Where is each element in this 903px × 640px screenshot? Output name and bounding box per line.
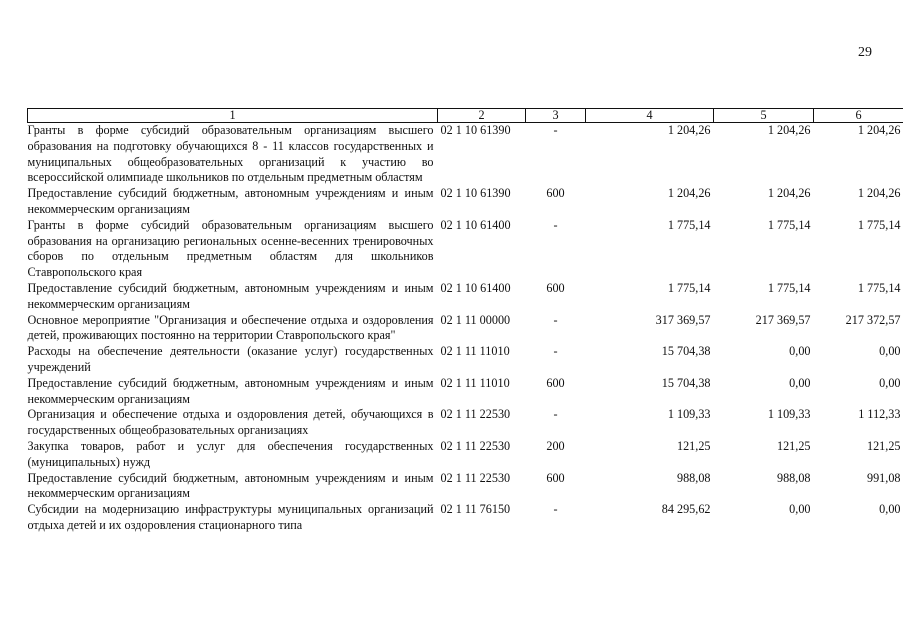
row-value-year2: 0,00 (789, 502, 811, 517)
row-value-year3: 1 775,14 (857, 217, 901, 232)
row-kvr: - (553, 344, 558, 359)
budget-table-wrap (27, 108, 901, 534)
row-kvr: - (553, 217, 558, 232)
row-name: Гранты в форме субсидий образовательным организациям высшего образования на организацию региональных осенне-весенних тренировочных сборов по отдельным предметным областям для школьников Ставропольского края (27, 217, 434, 280)
row-code: 02 1 11 11010 (440, 375, 510, 390)
row-value-year2: 1 109,33 (767, 407, 811, 422)
row-value-year2: 121,25 (776, 438, 811, 453)
row-value-year2: 0,00 (789, 375, 811, 390)
table-row (28, 186, 903, 218)
row-kvr: 600 (546, 280, 565, 295)
row-value-year3: 991,08 (866, 470, 901, 485)
row-kvr: 600 (546, 375, 565, 390)
table-body (28, 123, 903, 534)
table-row (28, 281, 903, 313)
row-kvr: - (553, 502, 558, 517)
row-kvr: - (553, 312, 558, 327)
row-kvr: - (553, 123, 558, 137)
row-code: 02 1 10 61400 (440, 217, 511, 232)
header-cell-year3: 6 (814, 109, 903, 123)
table-row (28, 313, 903, 345)
header-row (28, 109, 903, 123)
row-value-year2: 1 204,26 (767, 123, 811, 137)
row-name: Субсидии на модернизацию инфраструктуры муниципальных организаций отдыха детей и их оздоровления стационарного типа (27, 502, 434, 532)
budget-table (27, 108, 903, 534)
row-name: Организация и обеспечение отдыха и оздоровления детей, обучающихся в государственных общеобразовательных организациях (27, 407, 434, 438)
row-value-year2: 0,00 (789, 344, 811, 359)
row-code: 02 1 10 61400 (440, 280, 511, 295)
row-value-year1: 988,08 (676, 470, 711, 485)
row-value-year2: 1 775,14 (767, 280, 811, 295)
row-value-year2: 988,08 (776, 470, 811, 485)
row-value-year1: 1 775,14 (667, 217, 711, 232)
row-name: Расходы на обеспечение деятельности (оказание услуг) государственных учреждений (27, 344, 434, 374)
row-code: 02 1 11 22530 (440, 470, 511, 485)
table-row (28, 376, 903, 408)
row-value-year2: 217 369,57 (755, 312, 811, 327)
row-code: 02 1 11 22530 (440, 438, 511, 453)
row-code: 02 1 10 61390 (440, 123, 511, 137)
header-cell-year2: 5 (714, 109, 814, 123)
row-value-year3: 0,00 (879, 344, 901, 359)
header-cell-kvr: 3 (526, 109, 586, 123)
row-value-year3: 1 112,33 (858, 407, 901, 422)
row-name: Предоставление субсидий бюджетным, автономным учреждениям и иным некоммерческим организациям (27, 186, 434, 216)
header-cell-year1: 4 (586, 109, 714, 123)
table-row (28, 502, 903, 534)
row-value-year3: 0,00 (879, 375, 901, 390)
row-kvr: - (553, 407, 558, 422)
row-value-year1: 1 204,26 (667, 186, 711, 201)
row-name: Основное мероприятие "Организация и обеспечение отдыха и оздоровления детей, проживающих постоянно на территории Ставропольского края" (27, 312, 434, 343)
row-value-year3: 1 775,14 (857, 280, 901, 295)
row-code: 02 1 11 11010 (440, 344, 510, 359)
row-code: 02 1 10 61390 (440, 186, 511, 201)
row-name: Предоставление субсидий бюджетным, автономным учреждениям и иным некоммерческим организациям (27, 470, 434, 501)
row-value-year1: 1 109,33 (667, 407, 711, 422)
row-name: Закупка товаров, работ и услуг для обеспечения государственных (муниципальных) нужд (27, 438, 434, 469)
row-code: 02 1 11 00000 (440, 312, 511, 327)
table-row (28, 218, 903, 281)
row-value-year3: 121,25 (866, 438, 901, 453)
row-value-year1: 15 704,38 (661, 375, 711, 390)
page-number: 29 (858, 45, 872, 60)
table-row (28, 471, 903, 503)
row-kvr: 600 (546, 470, 565, 485)
row-kvr: 600 (546, 186, 565, 201)
row-value-year1: 1 775,14 (667, 280, 711, 295)
header-cell-code: 2 (438, 109, 526, 123)
row-value-year3: 1 204,26 (857, 123, 901, 137)
row-value-year2: 1 204,26 (767, 186, 811, 201)
table-row (28, 123, 903, 187)
row-value-year1: 1 204,26 (667, 123, 711, 137)
table-row (28, 344, 903, 376)
row-code: 02 1 11 22530 (440, 407, 511, 422)
row-name: Предоставление субсидий бюджетным, автономным учреждениям и иным некоммерческим организациям (27, 280, 434, 311)
table-row (28, 439, 903, 471)
row-name: Гранты в форме субсидий образовательным организациям высшего образования на подготовку обучающихся 8 - 11 классов государственных и муниципальных общеобразовательных организаций к участию во всероссийской олимпиаде школьников по отдельным предметным областям (27, 123, 434, 185)
row-code: 02 1 11 76150 (440, 502, 511, 517)
table-row (28, 407, 903, 439)
row-value-year1: 317 369,57 (655, 312, 711, 327)
row-value-year3: 0,00 (879, 502, 901, 517)
header-cell-name: 1 (28, 109, 438, 123)
row-value-year2: 1 775,14 (767, 217, 811, 232)
row-value-year1: 15 704,38 (661, 344, 711, 359)
row-value-year1: 121,25 (676, 438, 711, 453)
row-value-year3: 217 372,57 (845, 312, 901, 327)
row-value-year3: 1 204,26 (857, 186, 901, 201)
row-name: Предоставление субсидий бюджетным, автономным учреждениям и иным некоммерческим организациям (27, 375, 434, 406)
row-value-year1: 84 295,62 (661, 502, 711, 517)
row-kvr: 200 (546, 438, 565, 453)
